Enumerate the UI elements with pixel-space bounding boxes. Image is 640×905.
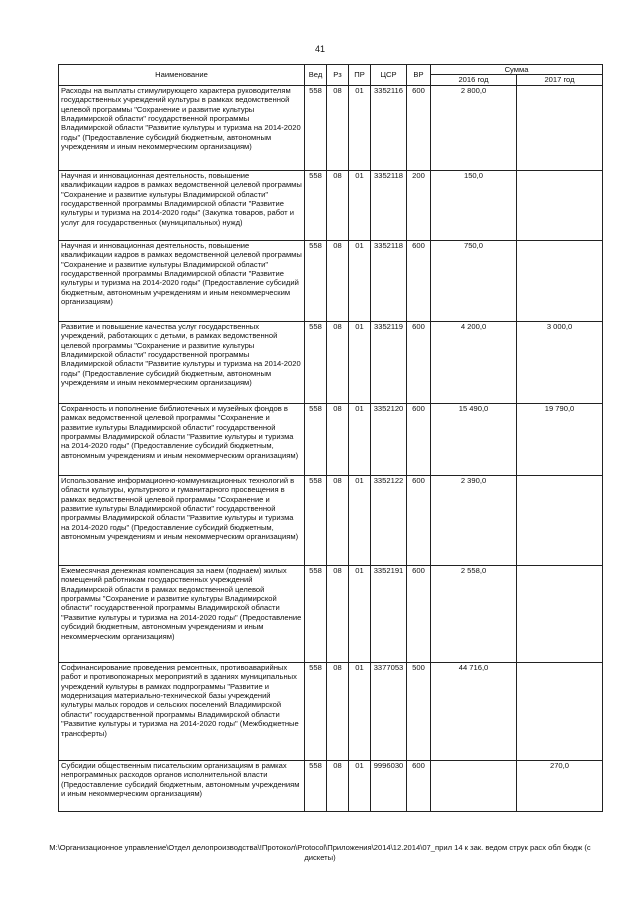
- row-csr: 3352116: [371, 85, 407, 170]
- row-ved: 558: [305, 662, 327, 760]
- row-rz: 08: [327, 170, 349, 240]
- row-ved: 558: [305, 85, 327, 170]
- row-2016: 44 716,0: [431, 662, 517, 760]
- header-rz: Рз: [327, 65, 349, 86]
- row-vr: 500: [407, 662, 431, 760]
- header-pr: ПР: [349, 65, 371, 86]
- row-vr: 600: [407, 321, 431, 403]
- row-vr: 600: [407, 240, 431, 321]
- row-pr: 01: [349, 475, 371, 565]
- row-ved: 558: [305, 403, 327, 475]
- row-csr: 9996030: [371, 760, 407, 811]
- table-row: [59, 240, 603, 321]
- row-name: Ежемесячная денежная компенсация за наем (поднаем) жилых помещений работникам государственных учреждений Владимирской области в рамках ведомственной целевой программы "Сохранение и развитие культуры Владимирской области" государственной программы Владимирской области "Развитие культуры и туризма на 2014-2020 годы" (Предоставление субсидий бюджетным, автономным учреждениям и иным некоммерческим организациям): [59, 565, 305, 662]
- row-rz: 08: [327, 403, 349, 475]
- row-name: Расходы на выплаты стимулирующего характера руководителям государственных учреждений культуры в рамках ведомственной целевой программы "Сохранение и развитие культуры Владимирской области" государственной программы Владимирской области "Развитие культуры и туризма на 2014-2020 годы" (Предоставление субсидий бюджетным, автономным учреждениям и иным некоммерческим организациям): [59, 85, 305, 170]
- row-name: Научная и инновационная деятельность, повышение квалификации кадров в рамках ведомственной целевой программы "Сохранение и развитие культуры Владимирской области" государственной программы Владимирской области "Развитие культуры и туризма на 2014-2020 годы" (Предоставление субсидий бюджетным, автономным учреждениям и иным некоммерческим организациям): [59, 240, 305, 321]
- row-name: Использование информационно-коммуникационных технологий в области культуры, культурного и гуманитарного просвещения в рамках ведомственной целевой программы "Сохранение и развитие культуры Владимирской области" государственной программы Владимирской области "Развитие культуры и туризма на 2014-2020 годы" (Предоставление субсидий бюджетным, автономным учреждениям и иным некоммерческим организациям): [59, 475, 305, 565]
- row-2016: [431, 760, 517, 811]
- row-2016: 15 490,0: [431, 403, 517, 475]
- row-name: Субсидии общественным писательским организациям в рамках непрограммных расходов органов исполнительной власти (Предоставление субсидий бюджетным, автономным учреждениям и иным некоммерческим организациям): [59, 760, 305, 811]
- row-rz: 08: [327, 240, 349, 321]
- page-number: 41: [314, 44, 325, 54]
- row-2016: 150,0: [431, 170, 517, 240]
- row-ved: 558: [305, 321, 327, 403]
- table-row: [59, 760, 603, 811]
- budget-table: [58, 64, 603, 812]
- row-csr: 3352118: [371, 170, 407, 240]
- row-rz: 08: [327, 565, 349, 662]
- row-csr: 3352191: [371, 565, 407, 662]
- file-path-footer: M:\Организационное управление\Отдел делопроизводства\!Протокол\Protocol\Приложения\2014\12.2014\07_прил 14 к зак. ведом струк расх обл бюдж (с дискеты): [49, 843, 591, 862]
- header-ved: Вед: [305, 65, 327, 86]
- row-pr: 01: [349, 662, 371, 760]
- header-2016: 2016 год: [431, 75, 517, 85]
- row-csr: 3377053: [371, 662, 407, 760]
- row-pr: 01: [349, 565, 371, 662]
- row-2017: [517, 240, 603, 321]
- table-row: [59, 321, 603, 403]
- row-2017: 3 000,0: [517, 321, 603, 403]
- table-row: [59, 565, 603, 662]
- row-vr: 200: [407, 170, 431, 240]
- header-csr: ЦСР: [371, 65, 407, 86]
- row-pr: 01: [349, 170, 371, 240]
- row-vr: 600: [407, 760, 431, 811]
- row-csr: 3352120: [371, 403, 407, 475]
- row-2017: [517, 565, 603, 662]
- row-pr: 01: [349, 240, 371, 321]
- row-rz: 08: [327, 760, 349, 811]
- table-row: [59, 662, 603, 760]
- row-name: Сохранность и пополнение библиотечных и музейных фондов в рамках ведомственной целевой программы "Сохранение и развитие культуры Владимирской области" государственной программы Владимирской области "Развитие культуры и туризма на 2014-2020 годы" (Предоставление субсидий бюджетным, автономным учреждениям и иным некоммерческим организациям): [59, 403, 305, 475]
- row-2016: 2 800,0: [431, 85, 517, 170]
- row-2016: 2 390,0: [431, 475, 517, 565]
- header-2017: 2017 год: [517, 75, 603, 85]
- row-2016: 750,0: [431, 240, 517, 321]
- row-vr: 600: [407, 403, 431, 475]
- row-2017: [517, 170, 603, 240]
- row-vr: 600: [407, 475, 431, 565]
- row-vr: 600: [407, 85, 431, 170]
- row-name: Софинансирование проведения ремонтных, противоаварийных работ и противопожарных мероприятий в зданиях муниципальных учреждений культуры в рамках подпрограммы "Развитие и модернизация материально-технической базы учреждений культуры малых городов и сельских поселений Владимирской области" государственной программы Владимирской области "Развитие культуры и туризма на 2014-2020 годы" (Межбюджетные трансферты): [59, 662, 305, 760]
- row-csr: 3352122: [371, 475, 407, 565]
- row-ved: 558: [305, 170, 327, 240]
- row-csr: 3352119: [371, 321, 407, 403]
- table-row: [59, 475, 603, 565]
- header-sum: Сумма: [431, 65, 603, 75]
- row-2017: [517, 662, 603, 760]
- table-row: [59, 403, 603, 475]
- row-pr: 01: [349, 403, 371, 475]
- row-name: Научная и инновационная деятельность, повышение квалификации кадров в рамках ведомственной целевой программы "Сохранение и развитие культуры Владимирской области" государственной программы Владимирской области "Развитие культуры и туризма на 2014-2020 годы" (Закупка товаров, работ и услуг для государственных (муниципальных) нужд): [59, 170, 305, 240]
- row-ved: 558: [305, 240, 327, 321]
- row-pr: 01: [349, 85, 371, 170]
- table-row: [59, 85, 603, 170]
- row-rz: 08: [327, 321, 349, 403]
- row-pr: 01: [349, 760, 371, 811]
- row-ved: 558: [305, 760, 327, 811]
- row-2017: [517, 85, 603, 170]
- row-ved: 558: [305, 565, 327, 662]
- row-2016: 4 200,0: [431, 321, 517, 403]
- row-rz: 08: [327, 85, 349, 170]
- row-2016: 2 558,0: [431, 565, 517, 662]
- row-2017: 270,0: [517, 760, 603, 811]
- row-ved: 558: [305, 475, 327, 565]
- row-rz: 08: [327, 662, 349, 760]
- row-pr: 01: [349, 321, 371, 403]
- table-row: [59, 170, 603, 240]
- row-csr: 3352118: [371, 240, 407, 321]
- row-2017: 19 790,0: [517, 403, 603, 475]
- header-vr: ВР: [407, 65, 431, 86]
- row-name: Развитие и повышение качества услуг государственных учреждений, работающих с детьми, в рамках ведомственной целевой программы "Сохранение и развитие культуры Владимирской области" государственной программы Владимирской области "Развитие культуры и туризма на 2014-2020 годы" (Предоставление субсидий бюджетным, автономным учреждениям и иным некоммерческим организациям): [59, 321, 305, 403]
- header-name: Наименование: [59, 65, 305, 86]
- row-2017: [517, 475, 603, 565]
- row-vr: 600: [407, 565, 431, 662]
- row-rz: 08: [327, 475, 349, 565]
